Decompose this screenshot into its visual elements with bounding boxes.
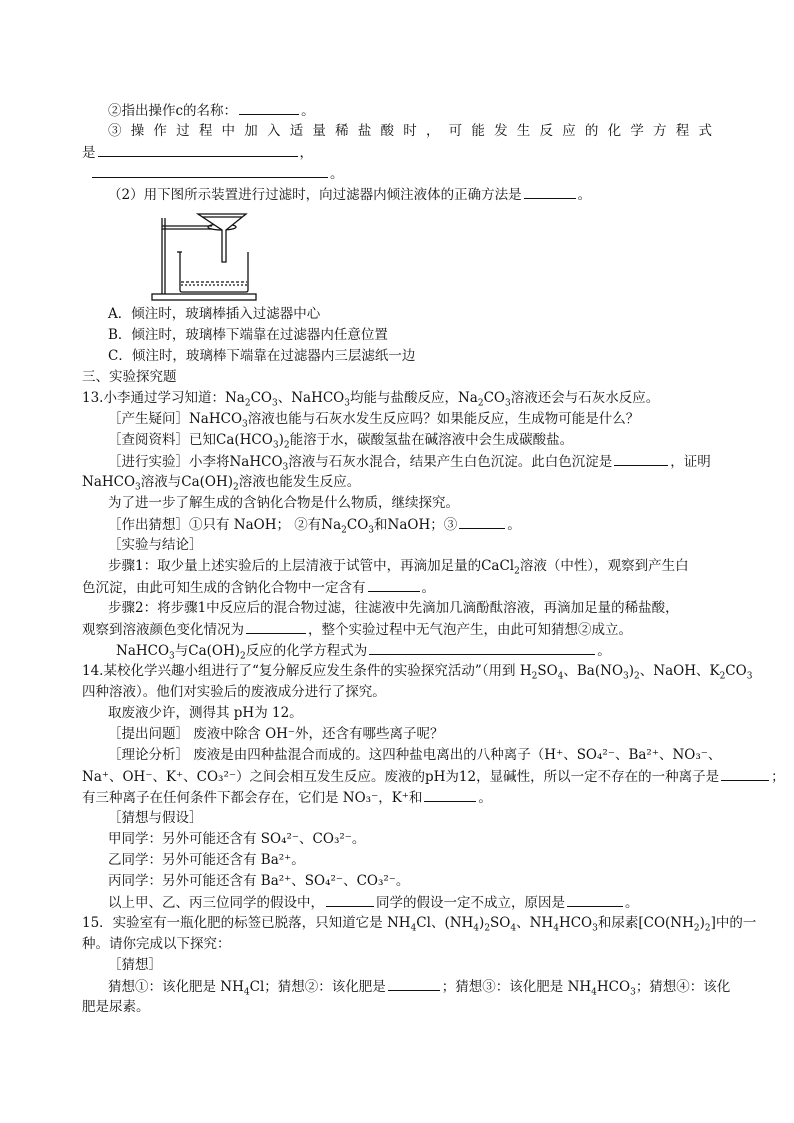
text: 猜想①：该化肥是 NH [108, 979, 244, 995]
text: A．倾注时，玻璃棒插入过滤器中心 [108, 306, 321, 322]
q13-equation [116, 640, 611, 661]
subscript: 2 [233, 482, 239, 493]
text: 能溶于水，碳酸氢盐在碱溶液中会生成碳酸盐。 [289, 432, 574, 448]
option-c [108, 346, 415, 366]
subscript: 3 [271, 398, 278, 409]
text: 。 [301, 103, 315, 119]
subscript: 3 [746, 671, 753, 682]
text: 有三种离子在任何条件下都会存在，它们是 NO₃⁻，K⁺和 [82, 790, 423, 806]
text: ［猜想与假设］ [108, 810, 203, 826]
option-a [108, 304, 320, 324]
text: 。 [421, 580, 435, 596]
text: HCO [596, 979, 631, 995]
text: 溶液还会与石灰水反应。 [510, 390, 660, 406]
text: 为了进一步了解生成的含钠化合物是什么物质，继续探究。 [108, 495, 459, 511]
text: 反应的化学方程式为 [245, 643, 368, 659]
text: ②指出操作c的名称： [108, 103, 238, 119]
text: ，整个实验过程中无气泡产生，由此可知猜想②成立。 [308, 622, 632, 638]
text: Cl、(NH [416, 915, 474, 931]
subscript: 2 [634, 671, 640, 682]
answer-blank[interactable] [369, 640, 595, 655]
subscript: 2 [341, 525, 347, 536]
answer-blank[interactable] [424, 787, 476, 802]
text: ③ 操 作 过 程 中 加 入 适 量 稀 盐 酸 时 ， 可 能 发 生 反 应 的 化 学 方 程 式 [108, 123, 712, 139]
q14-intro-2 [82, 682, 386, 702]
q13-step1-2 [82, 577, 435, 598]
subscript: 2 [693, 923, 700, 934]
text: ［实验与结论］ [108, 537, 203, 553]
text: 。 [330, 166, 344, 182]
q14-question [108, 724, 444, 744]
answer-blank[interactable] [326, 892, 374, 907]
answer-blank[interactable] [614, 451, 668, 466]
filtration-apparatus-figure [150, 196, 260, 304]
text: ［提出问题］ 废液中除含 OH⁻外，还含有哪些离子呢？ [108, 726, 444, 742]
text: 三、实验探究题 [82, 369, 177, 385]
q13-experiment [108, 451, 711, 472]
answer-blank[interactable] [246, 619, 306, 634]
text: 以上甲、乙、丙三位同学的假设中， [108, 895, 324, 911]
subscript: 2 [719, 671, 726, 682]
answer-blank[interactable] [368, 577, 420, 592]
text: 是 [82, 145, 96, 161]
q14-hyp-bing [108, 871, 409, 891]
text: 步骤2：将步骤1中反应后的混合物过滤，往滤液中先滴加几滴酚酞溶液，再滴加足量的稀盐酸， [108, 600, 679, 616]
q14-ph [108, 703, 303, 723]
text: 溶液也能与石灰水发生反应吗？如果能反应，生成物可能是什么？ [247, 411, 640, 427]
text: 15．实验室有一瓶化肥的标签已脱落，只知道它是 NH [82, 915, 411, 931]
subscript: 3 [623, 671, 629, 682]
q14-intro [82, 661, 752, 681]
subscript: 3 [630, 987, 636, 998]
q14-theory-3 [82, 787, 492, 808]
q14-judge [108, 892, 639, 913]
text: 溶液也能发生反应。 [238, 474, 361, 490]
text: Na⁺、OH⁻、K⁺、CO₃²⁻）之间会相互发生反应。废液的pH为12，显碱性，所以一定不存在的一种离子是 [82, 769, 720, 785]
q14-theory-2 [82, 766, 785, 787]
q14-hyp-jia [108, 829, 365, 849]
text: 。 [625, 895, 639, 911]
text: ；猜想③：该化肥是 NH [441, 979, 592, 995]
q13-intro [82, 388, 659, 408]
text: 和NaOH；③ [374, 517, 458, 533]
text: B．倾注时，玻璃棒下端靠在过滤器内任意位置 [108, 327, 388, 343]
text: C．倾注时，玻璃棒下端靠在过滤器内三层滤纸一边 [108, 348, 416, 364]
text: 。 [577, 187, 592, 203]
subscript: 2 [514, 566, 520, 577]
q12-eq-line-3 [90, 163, 344, 184]
text: 与Ca(OH) [174, 643, 241, 659]
q12-eq-line [108, 121, 712, 141]
text: ； [771, 769, 785, 785]
text: ) [628, 663, 635, 679]
answer-blank[interactable] [388, 976, 440, 991]
text: ) [479, 915, 485, 931]
subscript: 3 [242, 419, 248, 430]
subscript: 2 [477, 398, 484, 409]
text: ]中的一 [710, 915, 757, 931]
subscript: 3 [282, 462, 289, 473]
q14-hyp-yi [108, 850, 305, 870]
answer-blank[interactable] [98, 142, 298, 157]
q13-step2-2 [82, 619, 632, 640]
subscript: 2 [531, 671, 538, 682]
text: 。 [597, 643, 611, 659]
text: ［猜想］ [108, 957, 162, 973]
text: ［查阅资料］已知Ca(HCO [108, 432, 273, 448]
text: ［产生疑问］NaHCO [108, 411, 243, 427]
q13-step1 [108, 556, 689, 576]
text: 、NH [516, 915, 554, 931]
q13-guess [108, 514, 521, 535]
text: 、Ba(NO [563, 663, 624, 679]
text: 取废液少许，测得其 pH为 12。 [108, 705, 303, 721]
subscript: 4 [510, 923, 517, 934]
subscript: 2 [484, 923, 491, 934]
text: Cl；猜想②：该化肥是 [249, 979, 386, 995]
text: ，证明 [670, 454, 711, 470]
subscript: 2 [240, 651, 246, 662]
q13-conclusion-head [108, 535, 203, 555]
text: ［理论分析］ 废液是由四种盐混合而成的。这四种盐电离出的八种离子（H⁺、SO₄²⁻、Ba²⁺、NO₃⁻、 [108, 747, 722, 763]
text: CO [346, 517, 369, 533]
text: 色沉淀，由此可知生成的含钠化合物中一定含有 [82, 580, 366, 596]
answer-blank[interactable] [524, 184, 576, 199]
q12-eq-line-2 [82, 142, 313, 163]
q13-experiment-2 [82, 472, 360, 492]
text: ；猜想④：该化 [635, 979, 731, 995]
text: CO [250, 390, 272, 406]
text: 和尿素[CO(NH [597, 915, 694, 931]
q13-doubt [108, 409, 639, 429]
text: 。 [478, 790, 492, 806]
option-b [108, 325, 388, 345]
q15-guess [108, 976, 730, 997]
text: 乙同学：另外可能还含有 Ba²⁺。 [108, 852, 305, 868]
answer-blank[interactable] [92, 163, 328, 178]
text: 、NaOH、K [639, 663, 720, 679]
subscript: 3 [505, 398, 511, 409]
text: 溶液与石灰水混合，结果产生白色沉淀。此白色沉淀是 [288, 454, 613, 470]
answer-blank[interactable] [239, 100, 299, 115]
answer-blank[interactable] [721, 766, 769, 781]
text: ) [699, 915, 705, 931]
q15-intro [82, 913, 756, 933]
q15-guess-head [108, 955, 162, 975]
subscript: 4 [591, 987, 597, 998]
text: ［进行实验］小李将NaHCO [108, 454, 283, 470]
text: CO [725, 663, 747, 679]
text: NaHCO [116, 643, 170, 659]
subscript: 3 [135, 482, 141, 493]
text: 同学的假设一定不成立，原因是 [376, 895, 565, 911]
answer-blank[interactable] [567, 892, 623, 907]
text: ) [278, 432, 284, 448]
text: ， [299, 145, 313, 161]
text: 、NaHCO [277, 390, 345, 406]
subscript: 2 [244, 398, 251, 409]
text: 肥是尿素。 [82, 999, 150, 1015]
q13-further [108, 493, 459, 513]
text: 甲同学：另外可能还含有 SO₄²⁻、CO₃²⁻。 [108, 831, 366, 847]
text: 丙同学：另外可能还含有 Ba²⁺、SO₄²⁻、CO₃²⁻。 [108, 873, 410, 889]
text: 种。请你完成以下探究： [82, 936, 231, 952]
text: （2）用下图所示装置进行过滤时，向过滤器内倾注液体的正确方法是 [108, 187, 522, 203]
subscript: 3 [344, 398, 350, 409]
text: 溶液（中性），观察到产生白 [519, 558, 689, 574]
subscript: 2 [704, 923, 711, 934]
text: ［作出猜想］①只有 NaOH； ②有Na [108, 517, 342, 533]
text: SO [537, 663, 558, 679]
text: 观察到溶液颜色变化情况为 [82, 622, 244, 638]
q15-guess-2 [82, 997, 150, 1017]
subscript: 4 [557, 671, 564, 682]
subscript: 3 [368, 525, 375, 536]
subscript: 4 [553, 923, 559, 934]
text: SO [490, 915, 511, 931]
text: 步骤1：取少量上述实验后的上层清液于试管中，再滴加足量的CaCl [108, 558, 515, 574]
text: 溶液与Ca(OH) [140, 474, 234, 490]
q13-info [108, 430, 573, 450]
text: NaHCO [82, 474, 136, 490]
q13-step2 [108, 598, 679, 618]
text: HCO [558, 915, 593, 931]
q15-intro-2 [82, 934, 231, 954]
text: 均能与盐酸反应，Na [349, 390, 478, 406]
subscript: 4 [473, 923, 480, 934]
subscript: 4 [410, 923, 417, 934]
text: 四种溶液）。他们对实验后的废液成分进行了探究。 [82, 684, 386, 700]
answer-blank[interactable] [459, 514, 505, 529]
q14-hypothesis-head [108, 808, 203, 828]
section-title [82, 367, 177, 387]
q12-op-c-line [108, 100, 315, 121]
subscript: 4 [243, 987, 250, 998]
subscript: 2 [283, 440, 290, 451]
subscript: 3 [592, 923, 598, 934]
text: 14.某校化学兴趣小组进行了“复分解反应发生条件的实验探究活动”（用到 H [82, 663, 532, 679]
subscript: 3 [169, 651, 175, 662]
text: 13.小李通过学习知道：Na [82, 390, 245, 406]
text: 。 [507, 517, 521, 533]
subscript: 3 [272, 440, 279, 451]
text: CO [483, 390, 505, 406]
q14-theory [108, 745, 721, 765]
